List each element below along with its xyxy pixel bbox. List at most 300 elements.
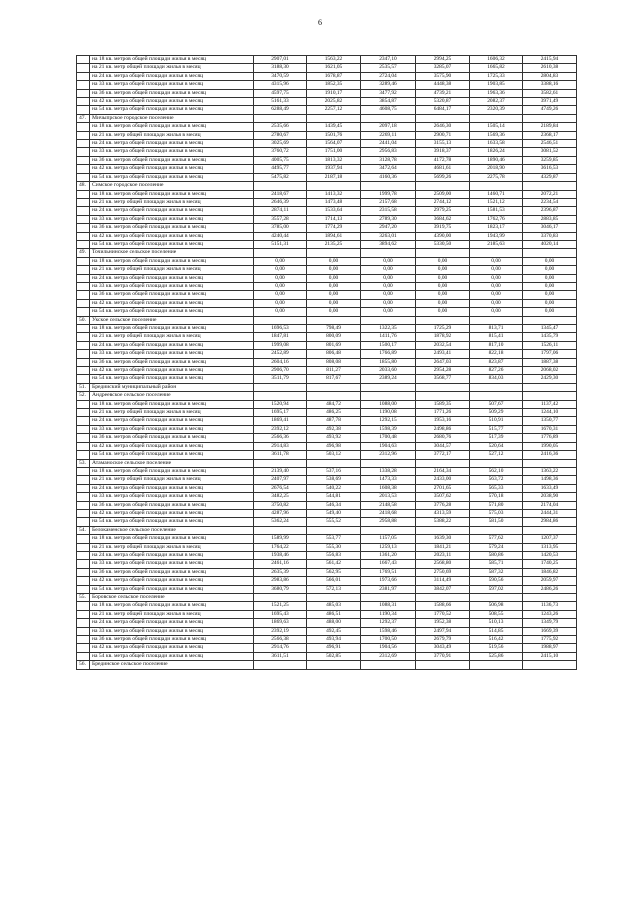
value-cell: 580,86 xyxy=(470,551,523,559)
value-cell: 2139,40 xyxy=(254,467,307,475)
value-cell: 2750,69 xyxy=(416,568,470,576)
value-cell: 502,85 xyxy=(307,652,361,660)
value-cell: 1157,05 xyxy=(361,535,416,543)
value-cell: 0,00 xyxy=(361,266,416,274)
table-row xyxy=(77,602,577,610)
value-cell: 2418,67 xyxy=(254,190,307,198)
empty-cell xyxy=(523,392,577,400)
section-header-row xyxy=(77,249,577,257)
value-cell: 1999,08 xyxy=(254,341,307,349)
value-cell: 1413,32 xyxy=(307,190,361,198)
value-cell: 2082,37 xyxy=(470,98,523,106)
value-cell: 1349,79 xyxy=(523,619,577,627)
value-cell: 493,94 xyxy=(307,636,361,644)
value-cell: 1322,35 xyxy=(361,325,416,333)
value-cell: 2389,24 xyxy=(361,375,416,383)
value-cell: 2032,54 xyxy=(416,341,470,349)
value-cell: 801,69 xyxy=(307,341,361,349)
value-cell: 1520,94 xyxy=(254,400,307,408)
value-cell: 0,00 xyxy=(254,299,307,307)
table-row xyxy=(77,476,577,484)
value-cell: 2680,76 xyxy=(416,434,470,442)
value-cell: 540,22 xyxy=(307,484,361,492)
row-label: на 33 кв. метра общей площади жилья в месяц xyxy=(90,215,254,223)
empty-cell xyxy=(254,392,307,400)
empty-cell xyxy=(523,661,577,669)
value-cell: 2646,39 xyxy=(254,198,307,206)
value-cell: 2907,01 xyxy=(254,56,307,64)
empty-cell xyxy=(77,602,90,610)
table-row xyxy=(77,257,577,265)
value-cell: 2452,89 xyxy=(254,350,307,358)
row-label: на 24 кв. метра общей площади жилья в месяц xyxy=(90,417,254,425)
value-cell: 1136,73 xyxy=(523,602,577,610)
value-cell: 3919,75 xyxy=(416,224,470,232)
value-cell: 1521,25 xyxy=(254,602,307,610)
value-cell: 1937,94 xyxy=(307,165,361,173)
value-cell: 1526,11 xyxy=(523,341,577,349)
section-number: 52. xyxy=(77,392,90,400)
value-cell: 0,00 xyxy=(254,266,307,274)
empty-cell xyxy=(307,392,361,400)
value-cell: 808,08 xyxy=(307,358,361,366)
value-cell: 823,87 xyxy=(470,358,523,366)
value-cell: 1700,50 xyxy=(361,636,416,644)
value-cell: 2983,86 xyxy=(254,577,307,585)
value-cell: 2347,10 xyxy=(361,56,416,64)
value-cell: 519,56 xyxy=(470,644,523,652)
value-cell: 3511,79 xyxy=(254,375,307,383)
value-cell: 1869,41 xyxy=(254,417,307,425)
row-label: на 42 кв. метра общей площади жилья в месяц xyxy=(90,232,254,240)
empty-cell xyxy=(416,316,470,324)
value-cell: 1678,87 xyxy=(307,72,361,80)
value-cell: 2498,86 xyxy=(416,425,470,433)
value-cell: 2429,30 xyxy=(523,375,577,383)
value-cell: 0,00 xyxy=(470,299,523,307)
value-cell: 1598,46 xyxy=(361,627,416,635)
value-cell: 2157,68 xyxy=(361,198,416,206)
empty-cell xyxy=(77,451,90,459)
value-cell: 0,00 xyxy=(416,282,470,290)
value-cell: 566,01 xyxy=(307,577,361,585)
empty-cell xyxy=(77,123,90,131)
empty-cell xyxy=(77,543,90,551)
row-label: на 21 кв. метр общей площади жилья в месяц xyxy=(90,409,254,417)
value-cell: 3114,49 xyxy=(416,577,470,585)
value-cell: 1826,24 xyxy=(470,148,523,156)
empty-cell xyxy=(254,316,307,324)
value-cell: 2744,12 xyxy=(416,198,470,206)
value-cell: 2497,94 xyxy=(416,627,470,635)
value-cell: 492,45 xyxy=(307,627,361,635)
value-cell: 4749,26 xyxy=(523,106,577,114)
value-cell: 2535,57 xyxy=(361,64,416,72)
value-cell: 1439,45 xyxy=(307,123,361,131)
value-cell: 2185,63 xyxy=(470,240,523,248)
row-label: на 21 кв. метр общей площади жилья в месяц xyxy=(90,476,254,484)
empty-cell xyxy=(77,173,90,181)
row-label: на 21 кв. метр общей площади жилья в месяц xyxy=(90,198,254,206)
value-cell: 0,00 xyxy=(470,257,523,265)
value-cell: 506,98 xyxy=(470,602,523,610)
value-cell: 4313,59 xyxy=(416,509,470,517)
value-cell: 3507,62 xyxy=(416,493,470,501)
value-cell: 6484,17 xyxy=(416,106,470,114)
value-cell: 2804,83 xyxy=(523,72,577,80)
table-row xyxy=(77,652,577,660)
value-cell: 2418,68 xyxy=(361,509,416,517)
empty-cell xyxy=(361,316,416,324)
value-cell: 3750,82 xyxy=(254,501,307,509)
value-cell: 3760,72 xyxy=(254,148,307,156)
value-cell: 2958,88 xyxy=(361,518,416,526)
value-cell: 1904,63 xyxy=(361,442,416,450)
row-label: на 33 кв. метра общей площади жилья в месяц xyxy=(90,148,254,156)
value-cell: 4172,78 xyxy=(416,156,470,164)
value-cell: 0,00 xyxy=(470,266,523,274)
empty-cell xyxy=(254,249,307,257)
value-cell: 813,71 xyxy=(470,325,523,333)
row-label: на 42 кв. метра общей площади жилья в месяц xyxy=(90,299,254,307)
row-label: на 54 кв. метра общей площади жилья в месяц xyxy=(90,652,254,660)
value-cell: 834,03 xyxy=(470,375,523,383)
empty-cell xyxy=(77,652,90,660)
value-cell: 2187,18 xyxy=(307,173,361,181)
value-cell: 5475,82 xyxy=(254,173,307,181)
value-cell: 3854,87 xyxy=(361,98,416,106)
value-cell: 2789,30 xyxy=(361,215,416,223)
value-cell: 2023,11 xyxy=(416,551,470,559)
row-label: на 24 кв. метра общей площади жилья в месяц xyxy=(90,484,254,492)
table-row xyxy=(77,425,577,433)
empty-cell xyxy=(77,190,90,198)
value-cell: 520,64 xyxy=(470,442,523,450)
value-cell: 0,00 xyxy=(523,274,577,282)
value-cell: 1190,08 xyxy=(361,409,416,417)
empty-cell xyxy=(77,98,90,106)
section-title: Андреевское сельское поселение xyxy=(90,392,254,400)
empty-cell xyxy=(77,299,90,307)
section-number: 56. xyxy=(77,661,90,669)
value-cell: 0,00 xyxy=(361,299,416,307)
row-label: на 21 кв. метр общей площади жилья в месяц xyxy=(90,333,254,341)
row-label: на 54 кв. метра общей площади жилья в месяц xyxy=(90,585,254,593)
value-cell: 2724,04 xyxy=(361,72,416,80)
row-label: на 54 кв. метра общей площади жилья в месяц xyxy=(90,106,254,114)
value-cell: 2676,54 xyxy=(254,484,307,492)
value-cell: 2947,20 xyxy=(361,224,416,232)
table-row xyxy=(77,543,577,551)
value-cell: 2984,86 xyxy=(523,518,577,526)
value-cell: 1420,53 xyxy=(523,551,577,559)
value-cell: 2415,10 xyxy=(523,652,577,660)
value-cell: 579,24 xyxy=(470,543,523,551)
empty-cell xyxy=(254,661,307,669)
value-cell: 2979,25 xyxy=(416,207,470,215)
empty-cell xyxy=(77,207,90,215)
value-cell: 508,55 xyxy=(470,610,523,618)
value-cell: 1774,29 xyxy=(307,224,361,232)
empty-cell xyxy=(77,274,90,282)
empty-cell xyxy=(77,148,90,156)
value-cell: 1588,66 xyxy=(416,602,470,610)
section-title: Точильнинское сельское поселение xyxy=(90,249,254,257)
row-label: на 42 кв. метра общей площади жилья в месяц xyxy=(90,165,254,173)
empty-cell xyxy=(307,182,361,190)
empty-cell xyxy=(77,56,90,64)
value-cell: 1813,32 xyxy=(307,156,361,164)
table-row xyxy=(77,224,577,232)
section-number: 48. xyxy=(77,182,90,190)
table-row xyxy=(77,417,577,425)
value-cell: 1313,95 xyxy=(523,543,577,551)
value-cell: 0,00 xyxy=(416,291,470,299)
table-row xyxy=(77,501,577,509)
empty-cell xyxy=(77,358,90,366)
row-label: на 36 кв. метров общей площади жилья в месяц xyxy=(90,291,254,299)
value-cell: 1751,00 xyxy=(307,148,361,156)
row-label: на 54 кв. метра общей площади жилья в месяц xyxy=(90,173,254,181)
section-title: Мичыпрское городское поселение xyxy=(90,114,254,122)
empty-cell xyxy=(77,367,90,375)
value-cell: 2461,16 xyxy=(254,560,307,568)
empty-cell xyxy=(416,661,470,669)
empty-cell xyxy=(77,350,90,358)
value-cell: 1878,92 xyxy=(416,333,470,341)
value-cell: 1345,47 xyxy=(523,325,577,333)
value-cell: 581,50 xyxy=(470,518,523,526)
value-cell: 1639,30 xyxy=(416,535,470,543)
table-row xyxy=(77,282,577,290)
value-cell: 1533,64 xyxy=(307,207,361,215)
value-cell: 0,00 xyxy=(416,274,470,282)
empty-cell xyxy=(77,425,90,433)
section-header-row xyxy=(77,316,577,324)
section-title: Бредииский муниципальный район xyxy=(90,383,254,391)
value-cell: 3918,37 xyxy=(416,148,470,156)
value-cell: 496,98 xyxy=(307,442,361,450)
value-cell: 0,00 xyxy=(307,299,361,307)
value-cell: 546,34 xyxy=(307,501,361,509)
value-cell: 2566,36 xyxy=(254,434,307,442)
empty-cell xyxy=(77,551,90,559)
empty-cell xyxy=(77,106,90,114)
value-cell: 2059,97 xyxy=(523,577,577,585)
value-cell: 492,38 xyxy=(307,425,361,433)
table-row xyxy=(77,451,577,459)
empty-cell xyxy=(77,417,90,425)
row-label: на 36 кв. метров общей площади жилья в месяц xyxy=(90,358,254,366)
value-cell: 1606,32 xyxy=(470,56,523,64)
value-cell: 1137,42 xyxy=(523,400,577,408)
empty-cell xyxy=(77,442,90,450)
empty-cell xyxy=(361,459,416,467)
value-cell: 562,10 xyxy=(470,467,523,475)
table-row xyxy=(77,358,577,366)
value-cell: 0,00 xyxy=(307,257,361,265)
empty-cell xyxy=(361,114,416,122)
table-row xyxy=(77,106,577,114)
value-cell: 555,30 xyxy=(307,543,361,551)
table-row xyxy=(77,325,577,333)
table-row xyxy=(77,350,577,358)
value-cell: 3472,64 xyxy=(361,165,416,173)
table-row xyxy=(77,409,577,417)
value-cell: 800,09 xyxy=(307,333,361,341)
row-label: на 36 кв. метров общей площади жилья в месяц xyxy=(90,568,254,576)
empty-cell xyxy=(77,140,90,148)
value-cell: 0,00 xyxy=(254,274,307,282)
value-cell: 1564,07 xyxy=(307,140,361,148)
row-label: на 42 кв. метра общей площади жилья в месяц xyxy=(90,367,254,375)
value-cell: 3263,01 xyxy=(361,232,416,240)
value-cell: 509,29 xyxy=(470,409,523,417)
empty-cell xyxy=(77,198,90,206)
table-row xyxy=(77,610,577,618)
value-cell: 1207,37 xyxy=(523,535,577,543)
empty-cell xyxy=(254,182,307,190)
value-cell: 1500,17 xyxy=(361,341,416,349)
value-cell: 1894,61 xyxy=(307,232,361,240)
row-label: на 42 кв. метра общей площади жилья в месяц xyxy=(90,644,254,652)
row-label: на 21 кв. метр общей площади жилья в месяц xyxy=(90,131,254,139)
value-cell: 1725,29 xyxy=(416,325,470,333)
table-row xyxy=(77,299,577,307)
value-cell: 2535,66 xyxy=(254,123,307,131)
table-row xyxy=(77,148,577,156)
value-cell: 572,13 xyxy=(307,585,361,593)
table-row xyxy=(77,274,577,282)
value-cell: 2701,65 xyxy=(416,484,470,492)
value-cell: 4390,00 xyxy=(416,232,470,240)
value-cell: 1852,35 xyxy=(307,81,361,89)
value-cell: 2994,25 xyxy=(416,56,470,64)
empty-cell xyxy=(523,526,577,534)
empty-cell xyxy=(77,400,90,408)
empty-cell xyxy=(523,182,577,190)
value-cell: 3894,62 xyxy=(361,240,416,248)
value-cell: 0,00 xyxy=(523,266,577,274)
value-cell: 1847,81 xyxy=(254,333,307,341)
empty-cell xyxy=(77,518,90,526)
value-cell: 817,10 xyxy=(470,341,523,349)
empty-cell xyxy=(77,619,90,627)
value-cell: 811,27 xyxy=(307,367,361,375)
empty-cell xyxy=(523,316,577,324)
empty-cell xyxy=(77,215,90,223)
empty-cell xyxy=(77,493,90,501)
value-cell: 3785,00 xyxy=(254,224,307,232)
empty-cell xyxy=(523,383,577,391)
row-label: на 24 кв. метра общей площади жилья в месяц xyxy=(90,207,254,215)
value-cell: 3776,28 xyxy=(416,501,470,509)
table-row xyxy=(77,291,577,299)
empty-cell xyxy=(77,81,90,89)
value-cell: 0,00 xyxy=(254,257,307,265)
value-cell: 1473,33 xyxy=(361,476,416,484)
value-cell: 2604,16 xyxy=(254,358,307,366)
value-cell: 0,00 xyxy=(523,291,577,299)
value-cell: 2189,84 xyxy=(523,123,577,131)
table-row xyxy=(77,131,577,139)
table-row xyxy=(77,551,577,559)
row-label: на 54 кв. метра общей площади жилья в месяц xyxy=(90,451,254,459)
empty-cell xyxy=(77,165,90,173)
value-cell: 2068,02 xyxy=(523,367,577,375)
value-cell: 2416,36 xyxy=(523,451,577,459)
row-label: на 18 кв. метров общей площади жилья в месяц xyxy=(90,400,254,408)
value-cell: 537,16 xyxy=(307,467,361,475)
section-title: Боровское сельское поселение xyxy=(90,594,254,602)
value-cell: 1771,26 xyxy=(416,409,470,417)
row-label: на 36 кв. метров общей площади жилья в месяц xyxy=(90,156,254,164)
value-cell: 1411,76 xyxy=(361,333,416,341)
value-cell: 486,25 xyxy=(307,409,361,417)
empty-cell xyxy=(416,249,470,257)
empty-cell xyxy=(77,308,90,316)
value-cell: 1670,31 xyxy=(523,425,577,433)
table-row xyxy=(77,72,577,80)
empty-cell xyxy=(361,526,416,534)
value-cell: 4597,75 xyxy=(254,89,307,97)
value-cell: 1259,13 xyxy=(361,543,416,551)
row-label: на 33 кв. метра общей площади жилья в месяц xyxy=(90,560,254,568)
value-cell: 525,86 xyxy=(470,652,523,660)
empty-cell xyxy=(77,409,90,417)
section-header-row xyxy=(77,526,577,534)
row-label: на 54 кв. метра общей площади жилья в месяц xyxy=(90,308,254,316)
value-cell: 0,00 xyxy=(361,308,416,316)
section-header-row xyxy=(77,594,577,602)
empty-cell xyxy=(470,114,523,122)
value-cell: 1521,12 xyxy=(470,198,523,206)
value-cell: 0,00 xyxy=(307,274,361,282)
row-label: на 36 кв. метров общей площади жилья в месяц xyxy=(90,501,254,509)
value-cell: 2269,11 xyxy=(361,131,416,139)
empty-cell xyxy=(361,383,416,391)
empty-cell xyxy=(77,509,90,517)
value-cell: 503,12 xyxy=(307,451,361,459)
value-cell: 2312,96 xyxy=(361,451,416,459)
value-cell: 4315,96 xyxy=(254,81,307,89)
value-cell: 2444,31 xyxy=(523,509,577,517)
value-cell: 1855,80 xyxy=(361,358,416,366)
row-label: на 24 кв. метра общей площади жилья в месяц xyxy=(90,341,254,349)
value-cell: 4240,44 xyxy=(254,232,307,240)
empty-cell xyxy=(77,224,90,232)
value-cell: 1088,31 xyxy=(361,602,416,610)
value-cell: 4160,36 xyxy=(361,173,416,181)
value-cell: 2018,90 xyxy=(470,165,523,173)
empty-cell xyxy=(77,333,90,341)
value-cell: 2038,90 xyxy=(523,493,577,501)
value-cell: 0,00 xyxy=(361,274,416,282)
empty-cell xyxy=(361,661,416,669)
value-cell: 585,71 xyxy=(470,560,523,568)
value-cell: 2148,58 xyxy=(361,501,416,509)
value-cell: 2013,53 xyxy=(361,493,416,501)
empty-cell xyxy=(470,526,523,534)
value-cell: 2368,17 xyxy=(523,131,577,139)
value-cell: 1589,35 xyxy=(416,400,470,408)
value-cell: 515,77 xyxy=(470,425,523,433)
value-cell: 549,40 xyxy=(307,509,361,517)
value-cell: 1667,43 xyxy=(361,560,416,568)
value-cell: 2392,19 xyxy=(254,627,307,635)
value-cell: 2493,41 xyxy=(416,350,470,358)
value-cell: 1740,25 xyxy=(523,560,577,568)
